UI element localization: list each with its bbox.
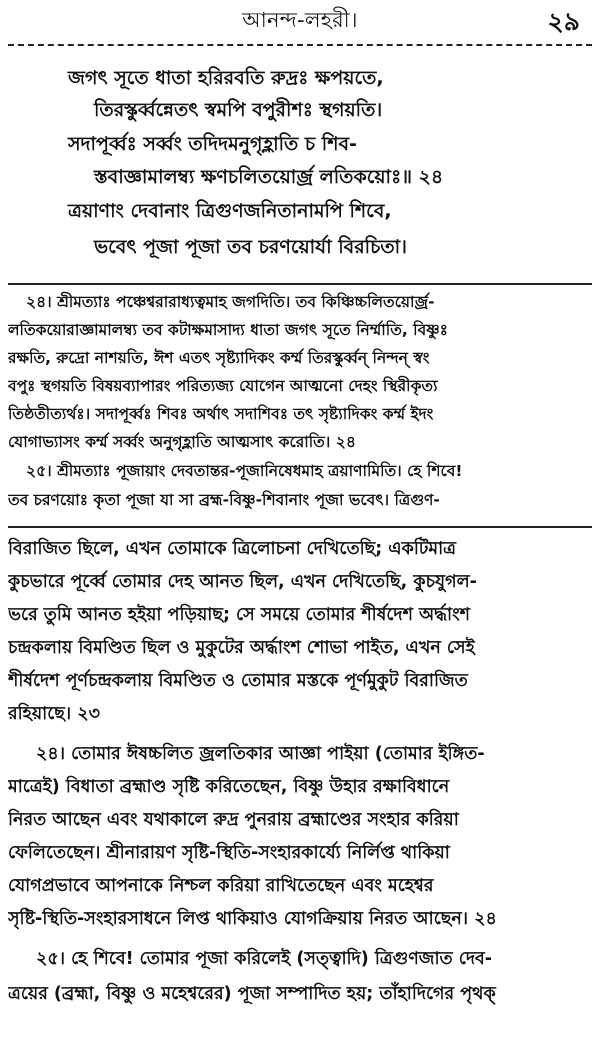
commentary-line: ২৪। শ্রীমত্যাঃ পঞ্চেশ্বরারাধ্যত্বমাহ জগদিতি। তব কিঞ্চিচ্চলিতয়োর্জ্র- bbox=[26, 293, 435, 311]
page-number: ২৯ bbox=[547, 7, 580, 36]
commentary-line: তিষ্ঠতীত্যর্থঃ। সদাপূর্ব্বঃ শিবঃ অর্থাৎ সদাশিবঃ তৎ সৃষ্ট্যাদিকং কর্ম্ম ইদং bbox=[8, 405, 434, 423]
verse-line: ত্রয়াণাং দেবানাং ত্রিগুণজনিতানামপি শিবে, bbox=[68, 200, 392, 222]
commentary-line: লতিকয়োরাজ্ঞামালম্ব্য তব কটাক্ষমাসাদ্য ধাতা জগৎ সূতে নির্ম্মাতি, বিষ্ণুঃ bbox=[8, 321, 448, 339]
translation-line: রহিয়াছে। ২৩ bbox=[8, 704, 100, 724]
verse-line: ভবেৎ পূজা পূজা তব চরণয়োর্যা বিরচিতা। bbox=[94, 236, 407, 258]
verse-line: তিরস্কুর্ব্বন্নেতৎ স্বমপি বপুরীশঃ স্থগয়তি। bbox=[94, 99, 383, 121]
commentary-line: যোগাভ্যাসং কর্ম্ম সর্ব্বং অনুগৃহ্লাতি আত্মসাৎ করোতি। ২৪ bbox=[8, 433, 356, 451]
translation-line: যোগপ্রভাবে আপনাকে নিশ্চল করিয়া রাখিতেছেন এবং মহেশ্বর bbox=[8, 876, 434, 896]
verse-commentary-rule bbox=[8, 283, 592, 285]
commentary-translation-rule bbox=[8, 526, 592, 528]
verse-line: সদাপূর্ব্বঃ সর্ব্বং তদিদমনুগৃহ্লাতি চ শিব- bbox=[68, 133, 357, 155]
translation-line: মাত্রেই) বিধাতা ব্রহ্মাণ্ড সৃষ্টি করিতেছেন, বিষ্ণু উহার রক্ষাবিধানে bbox=[8, 777, 450, 797]
translation-line: কুচভারে পূর্ব্বে তোমার দেহ আনত ছিল, এখন দেখিতেছি, কুচযুগল- bbox=[8, 572, 477, 592]
translation-line: ভরে তুমি আনত হইয়া পড়িয়াছ; সে সময়ে তোমার শীর্ষদেশ অর্দ্ধাংশ bbox=[8, 605, 470, 625]
page-title: আনন্দ-লহরী। bbox=[242, 8, 358, 32]
translation-line: চন্দ্রকলায় বিমণ্ডিত ছিল ও মুকুটের অর্দ্ধাংশ শোভা পাইত, এখন সেই bbox=[8, 638, 475, 658]
verse-line: স্তবাজ্ঞামালম্ব্য ক্ষণচলিতয়োর্জ্র লতিকয়োঃ॥ ২৪ bbox=[94, 166, 444, 188]
verse-line: জগৎ সূতে ধাতা হরিরবতি রুদ্রঃ ক্ষপয়তে, bbox=[68, 67, 384, 89]
translation-line: নিরত আছেন এবং যথাকালে রুদ্র পুনরায় ব্রহ্মাণ্ডের সংহার করিয়া bbox=[8, 810, 459, 830]
translation-line: ত্রয়ের (ব্রহ্মা, বিষ্ণু ও মহেশ্বরের) পূজা সম্পাদিত হয়; তাঁহাদিগের পৃথক্ bbox=[8, 984, 496, 1004]
translation-line: শীর্ষদেশ পূর্ণচন্দ্রকলায় বিমণ্ডিত ও তোমার মস্তকে পূর্ণমুকুট বিরাজিত bbox=[8, 671, 468, 691]
translation-line: ২৪। তোমার ঈষচ্চলিত জ্রলতিকার আজ্ঞা পাইয়া (তোমার ইঙ্গিত- bbox=[36, 744, 485, 764]
commentary-line: রক্ষতি, রুদ্রো নাশয়তি, ঈশ এতৎ সৃষ্ট্যাদিকং কর্ম্ম তিরস্কুর্ব্বন্ নিন্দন্ স্বং bbox=[8, 349, 430, 367]
commentary-line: তব চরণয়োঃ কৃতা পূজা যা সা ব্রহ্ম-বিষ্ণু-শিবানাং পূজা ভবেৎ। ত্রিগুণ- bbox=[8, 491, 440, 509]
translation-line: ফেলিতেছেন। শ্রীনারায়ণ সৃষ্টি-স্থিতি-সংহারকার্য্যে নির্লিপ্ত থাকিয়া bbox=[8, 843, 450, 863]
commentary-line: ২৫। শ্রীমত্যাঃ পূজায়াং দেবতান্তর-পূজানিষেধমাহ ত্রয়াণামিতি। হে শিবে! bbox=[26, 462, 463, 480]
commentary-line: বপুঃ স্থগয়তি বিষয়ব্যাপারং পরিত্যজ্য যোগেন আত্মনো দেহং স্থিরীকৃত্য bbox=[8, 377, 438, 395]
translation-line: ২৫। হে শিবে! তোমার পূজা করিলেই (সত্ত্বাদি) ত্রিগুণজাত দেব- bbox=[36, 949, 493, 969]
translation-line: বিরাজিত ছিলে, এখন তোমাকে ত্রিলোচনা দেখিতেছি; একটিমাত্র bbox=[8, 539, 457, 559]
translation-line: সৃষ্টি-স্থিতি-সংহারসাধনে লিপ্ত থাকিয়াও যোগক্রিয়ায় নিরত আছেন। ২৪ bbox=[8, 909, 497, 929]
running-header bbox=[0, 0, 600, 36]
header-dashed-rule bbox=[8, 44, 592, 46]
